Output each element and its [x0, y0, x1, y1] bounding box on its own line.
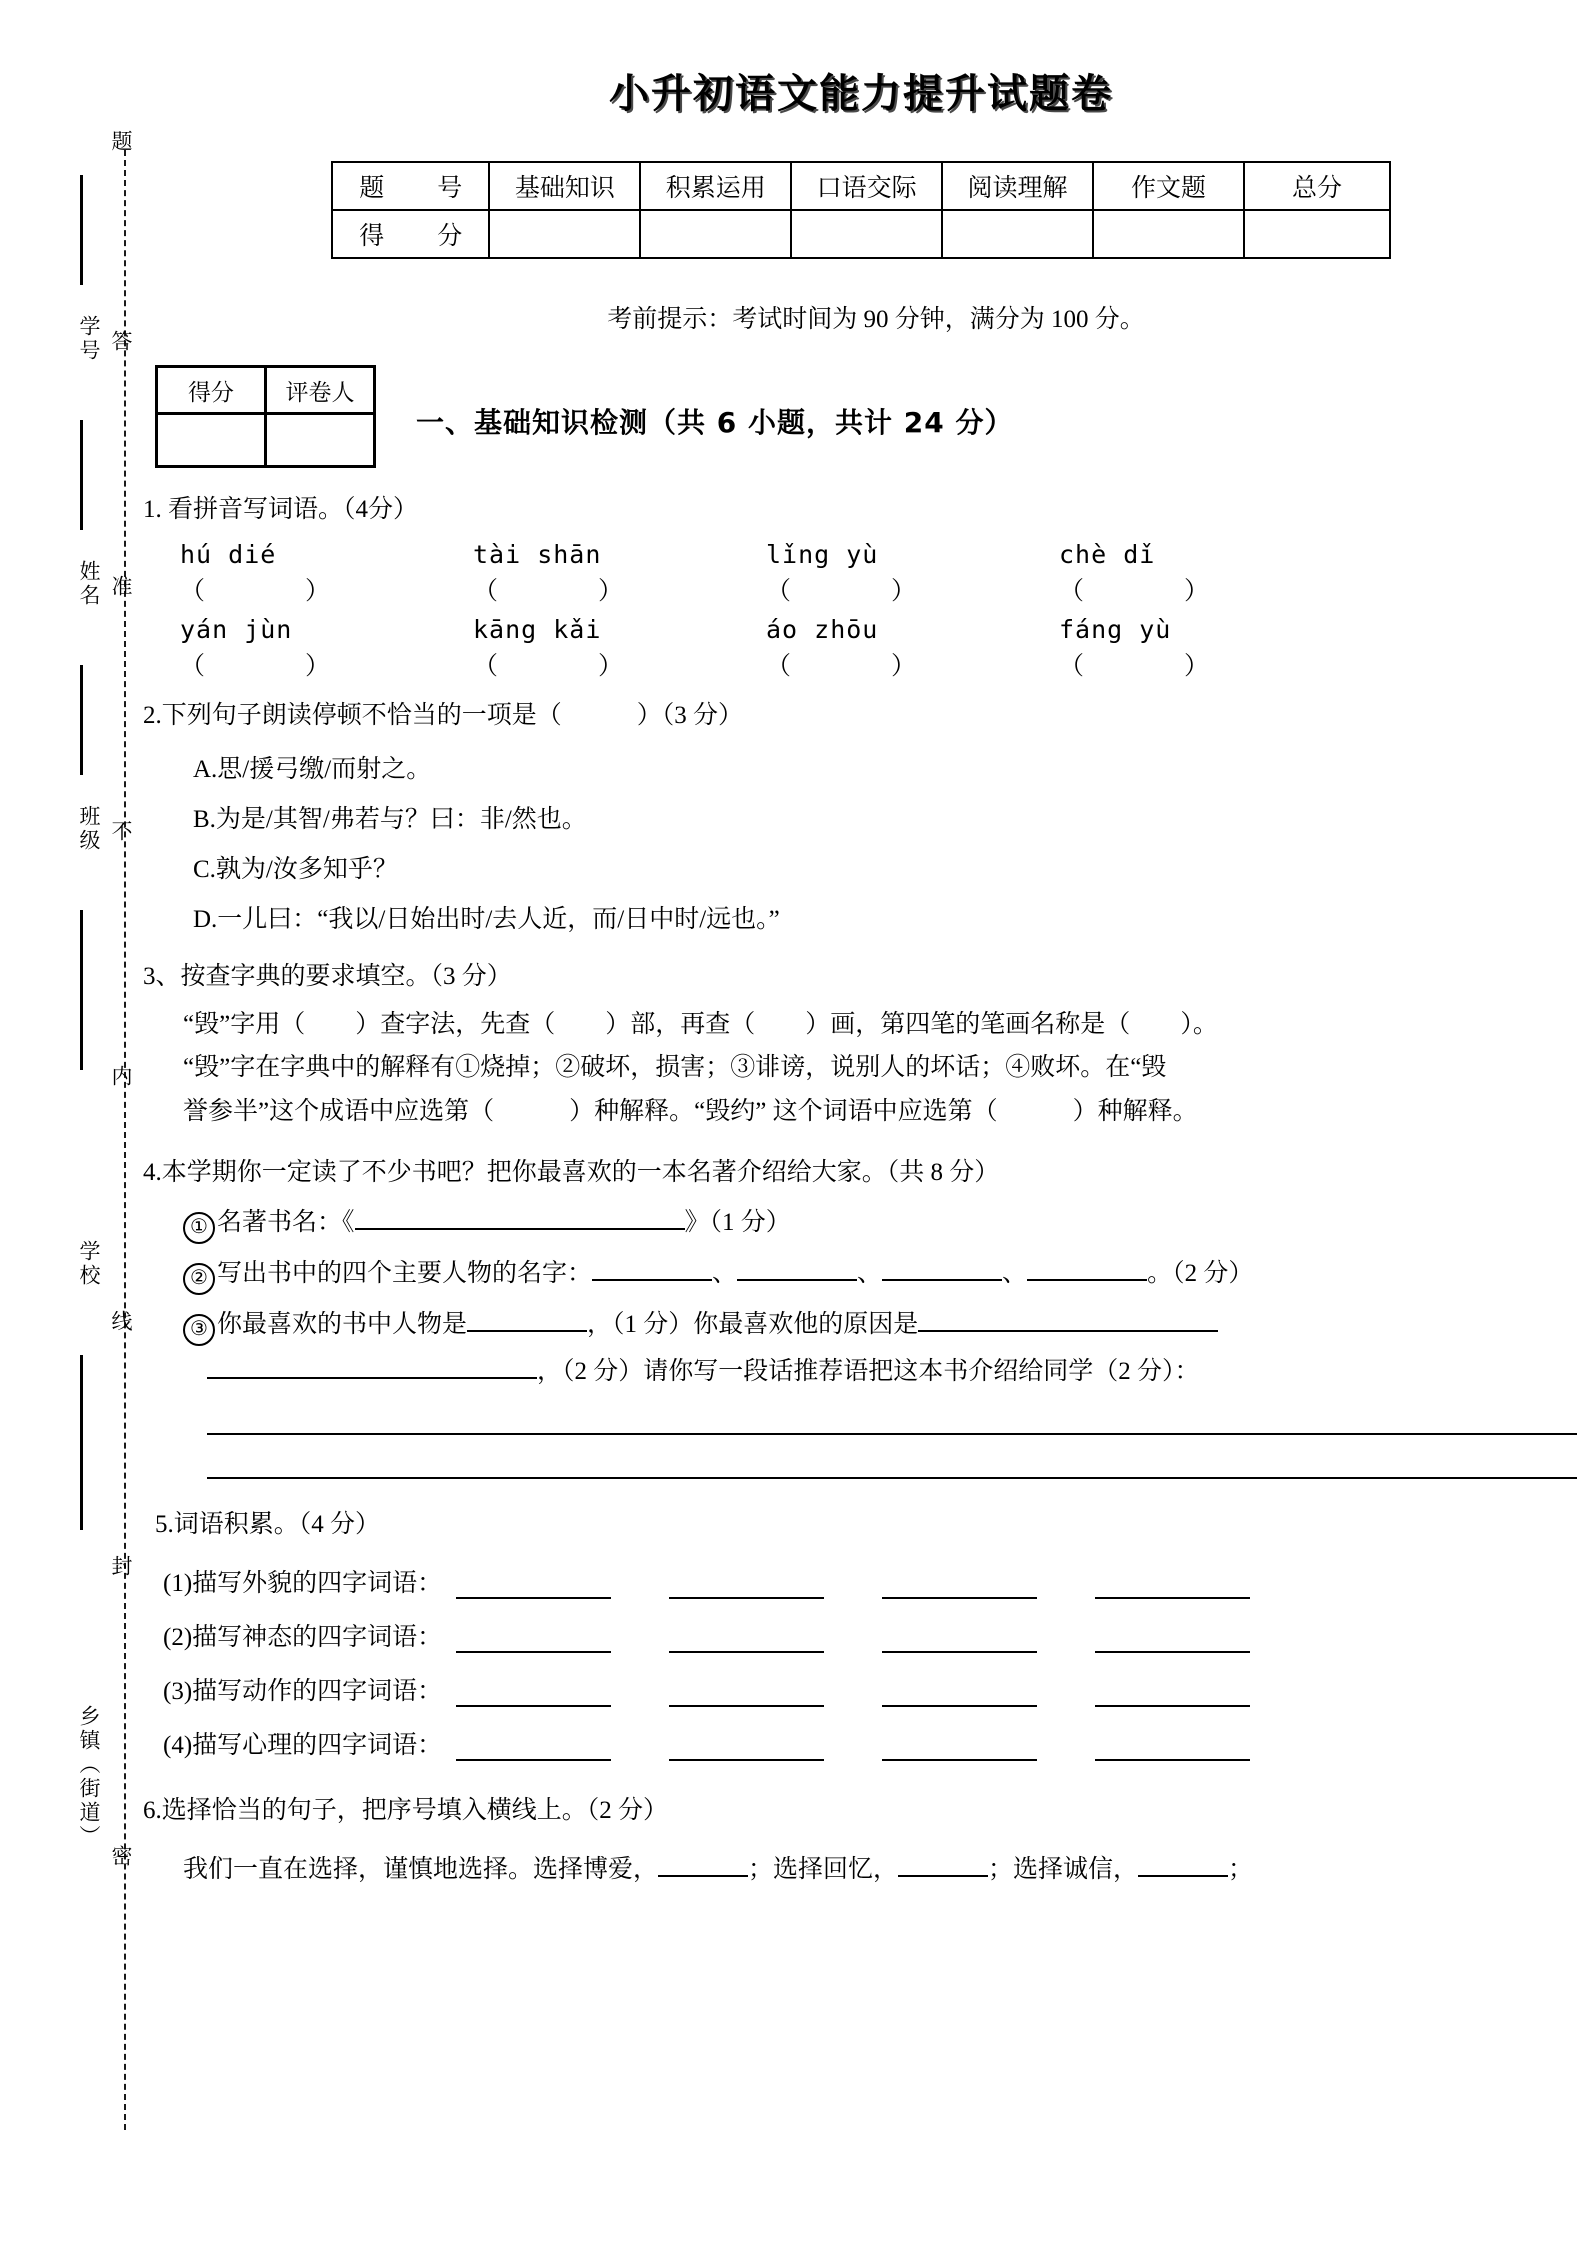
- pinyin-row-1: [180, 540, 1587, 569]
- q3-blank-5[interactable]: [494, 1098, 569, 1125]
- binding-char-feng: 封: [109, 1555, 133, 1579]
- question-6-stem: 6.选择恰当的句子，把序号填入横线上。（2 分）: [143, 1796, 669, 1824]
- pinyin-kang-kai: kāng kǎi: [473, 614, 602, 644]
- q6-blank-2[interactable]: [898, 1875, 988, 1877]
- binding-rule: [80, 910, 83, 1070]
- question-3-stem: 3、按查字典的要求填空。（3 分）: [143, 963, 512, 990]
- q4-i1-b: 》（1 分）: [684, 1208, 791, 1236]
- answer-blank-5[interactable]: （ ）: [180, 652, 331, 680]
- q5-blank-2-2[interactable]: [669, 1627, 824, 1653]
- q6-blank-3[interactable]: [1138, 1875, 1228, 1877]
- q6-text-b: ；选择回忆，: [748, 1856, 899, 1883]
- score-table-col-jichu: 基础知识: [489, 162, 640, 210]
- q4-i2-end: 。（2 分）: [1147, 1259, 1254, 1287]
- q3-l1-c: ）部，再查（: [605, 1010, 756, 1038]
- question-3-line-1: [135, 1005, 1587, 1045]
- q3-blank-4[interactable]: [1130, 1011, 1180, 1038]
- q5-label-psychology: (4)描写心理的四字词语：: [163, 1731, 443, 1759]
- answer-blank-7[interactable]: （ ）: [766, 652, 917, 680]
- q5-label-appearance: (1)描写外貌的四字词语：: [163, 1569, 443, 1597]
- question-4-item-3: [135, 1305, 1587, 1346]
- question-2-option-c[interactable]: C.孰为/汝多知乎？: [193, 856, 398, 883]
- q4-sep-1: 、: [712, 1259, 738, 1287]
- binding-margin: [0, 0, 135, 2245]
- pinyin-row-2: [180, 615, 1587, 644]
- score-cell-jichu[interactable]: [489, 210, 640, 258]
- q5-label-action: (3)描写动作的四字词语：: [163, 1677, 443, 1705]
- q4-sep-2: 、: [857, 1259, 883, 1287]
- binding-char-xian: 线: [109, 1310, 133, 1334]
- score-table-col-kouyu: 口语交际: [791, 162, 942, 210]
- q3-l3-b: ）种解释。“毁约” 这个词语中应选第（: [569, 1097, 998, 1125]
- table-row-header: [332, 162, 1390, 210]
- question-4-item-1: [135, 1203, 1587, 1244]
- exam-hint: 考前提示：考试时间为 90 分钟，满分为 100 分。: [607, 306, 1145, 333]
- q5-blank-4-4[interactable]: [1095, 1735, 1250, 1761]
- q5-blank-1-4[interactable]: [1095, 1573, 1250, 1599]
- binding-char-mi: 密: [109, 1845, 133, 1869]
- answer-paren-row-2: [180, 646, 1587, 682]
- q3-l3-c: ）种解释。: [1072, 1097, 1198, 1125]
- q5-blank-2-3[interactable]: [882, 1627, 1037, 1653]
- circled-number-2: ②: [183, 1263, 215, 1295]
- q4-i3-c: ，（2 分）请你写一段话推荐语把这本书介绍给同学（2 分）：: [537, 1357, 1200, 1385]
- q3-blank-3[interactable]: [755, 1011, 805, 1038]
- table-row-scores: [332, 210, 1390, 258]
- grader-marker-value[interactable]: [266, 414, 375, 467]
- question-2-option-a[interactable]: A.思/援弓缴/而射之。: [193, 756, 432, 783]
- q4-character-blank-4[interactable]: [1027, 1279, 1147, 1281]
- q5-slots-1: [456, 1573, 1587, 1599]
- q3-blank-2[interactable]: [555, 1011, 605, 1038]
- binding-char-nei: 内: [109, 1065, 133, 1089]
- score-table-col-total: 总分: [1244, 162, 1390, 210]
- q3-blank-6[interactable]: [998, 1098, 1073, 1125]
- q3-l1-a: “毁”字用（: [183, 1010, 306, 1038]
- question-5-stem: 5.词语积累。（4 分）: [155, 1511, 381, 1538]
- binding-rule: [80, 175, 83, 285]
- binding-rule: [80, 420, 83, 530]
- binding-char-da: 答: [109, 330, 133, 354]
- q4-i3-a: 你最喜欢的书中人物是: [217, 1310, 468, 1338]
- question-5-row-1: [135, 1563, 1587, 1599]
- question-3-line-2: “毁”字在字典中的解释有①烧掉；②破坏，损害；③诽谤，说别人的坏话；④败坏。在“毁: [183, 1054, 1167, 1081]
- question-5-row-2: [135, 1617, 1587, 1653]
- q5-blank-3-1[interactable]: [456, 1681, 611, 1707]
- binding-label-xuehao: 学号: [77, 315, 101, 363]
- answer-paren-row-1: [180, 571, 1587, 607]
- question-4-item-3-cont: [135, 1352, 1587, 1392]
- section1-header-row: [135, 365, 1587, 468]
- q4-book-title-blank[interactable]: [355, 1228, 685, 1230]
- q5-blank-4-3[interactable]: [882, 1735, 1037, 1761]
- question-2-stem: 2.下列句子朗读停顿不恰当的一项是（ ）（3 分）: [143, 701, 744, 729]
- q4-i2-a: 写出书中的四个主要人物的名字：: [217, 1259, 593, 1287]
- question-5-row-3: [135, 1671, 1587, 1707]
- q4-reason-blank[interactable]: [918, 1330, 1218, 1332]
- pinyin-ling-yu: lǐng yù: [766, 539, 879, 569]
- question-4-stem: 4.本学期你一定读了不少书吧？把你最喜欢的一本名著介绍给大家。（共 8 分）: [143, 1159, 1000, 1186]
- question-1-pinyin-grid: [135, 540, 1587, 682]
- q5-slots-3: [456, 1681, 1587, 1707]
- binding-label-xingming: 姓名: [77, 560, 101, 608]
- grader-marker-label: 评卷人: [266, 367, 375, 414]
- question-2-option-d[interactable]: D.一儿曰：“我以/日始出时/去人近，而/日中时/远也。”: [193, 906, 780, 933]
- pinyin-ao-zhou: áo zhōu: [766, 614, 879, 644]
- score-table-col-jilei: 积累运用: [640, 162, 791, 210]
- binding-label-xuexiao: 学校: [77, 1240, 101, 1288]
- score-table-col-yuedu: 阅读理解: [942, 162, 1093, 210]
- q6-text-d: ；: [1228, 1856, 1254, 1883]
- pinyin-che-di: chè dǐ: [1059, 539, 1156, 569]
- exam-content: [135, 0, 1587, 2245]
- score-summary-table: [135, 161, 1587, 259]
- section1-title: 一、基础知识检测（共 6 小题，共计 24 分）: [416, 406, 1014, 439]
- q5-blank-4-2[interactable]: [669, 1735, 824, 1761]
- pinyin-yan-jun: yán jùn: [180, 614, 293, 644]
- circled-number-1: ①: [183, 1212, 215, 1244]
- answer-blank-3[interactable]: （ ）: [766, 577, 917, 605]
- q5-blank-3-2[interactable]: [669, 1681, 824, 1707]
- question-4-item-2: [135, 1254, 1587, 1295]
- q5-blank-2-1[interactable]: [456, 1627, 611, 1653]
- score-table-col-zuowen: 作文题: [1093, 162, 1244, 210]
- question-6-body: [135, 1850, 1587, 1890]
- question-3-line-3: [135, 1092, 1587, 1132]
- q4-character-blank-2[interactable]: [737, 1279, 857, 1281]
- question-1-stem: 1. 看拼音写词语。（4分）: [143, 496, 419, 523]
- table-row: [157, 367, 375, 414]
- q6-text-a: 我们一直在选择，谨慎地选择。选择博爱，: [183, 1856, 659, 1883]
- answer-blank-4[interactable]: （ ）: [1059, 577, 1210, 605]
- q4-favorite-character-blank[interactable]: [467, 1330, 587, 1332]
- binding-rule: [80, 1355, 83, 1530]
- score-cell-total[interactable]: [1244, 210, 1390, 258]
- answer-blank-2[interactable]: （ ）: [473, 577, 624, 605]
- binding-outer-column: [60, 0, 106, 2245]
- score-table-row-label-score: 得 分: [332, 210, 489, 258]
- question-5-row-4: [135, 1725, 1587, 1761]
- table-row: [157, 414, 375, 467]
- q4-recommend-line-1[interactable]: [207, 1391, 1577, 1435]
- q6-blank-1[interactable]: [658, 1875, 748, 1877]
- q6-text-c: ；选择诚信，: [988, 1856, 1139, 1883]
- pinyin-fang-yu: fáng yù: [1059, 614, 1172, 644]
- binding-rule: [80, 665, 83, 775]
- q3-l1-d: ）画，第四笔的笔画名称是（: [805, 1010, 1131, 1038]
- answer-blank-1[interactable]: （ ）: [180, 577, 331, 605]
- q4-sep-3: 、: [1002, 1259, 1028, 1287]
- circled-number-3: ③: [183, 1314, 215, 1346]
- q5-blank-3-4[interactable]: [1095, 1681, 1250, 1707]
- q5-blank-1-1[interactable]: [456, 1573, 611, 1599]
- q4-i3-b: ，（1 分）你最喜欢他的原因是: [587, 1310, 919, 1338]
- q4-reason-blank-cont[interactable]: [207, 1377, 537, 1379]
- binding-label-xiangzhen: 乡镇（街道）: [77, 1705, 101, 1849]
- score-cell-jilei[interactable]: [640, 210, 791, 258]
- q5-slots-4: [456, 1735, 1587, 1761]
- q4-i1-a: 名著书名：《: [217, 1208, 355, 1236]
- score-cell-yuedu[interactable]: [942, 210, 1093, 258]
- q4-character-blank-3[interactable]: [882, 1279, 1002, 1281]
- pinyin-hu-die: hú dié: [180, 539, 277, 569]
- answer-blank-8[interactable]: （ ）: [1059, 652, 1210, 680]
- binding-char-zhun: 准: [109, 575, 133, 599]
- binding-label-banji: 班级: [77, 805, 101, 853]
- grader-score-label: 得分: [157, 367, 266, 414]
- q5-blank-2-4[interactable]: [1095, 1627, 1250, 1653]
- grader-box: [155, 365, 376, 468]
- score-cell-zuowen[interactable]: [1093, 210, 1244, 258]
- binding-char-ti: 题: [109, 130, 133, 154]
- q5-label-expression: (2)描写神态的四字词语：: [163, 1623, 443, 1651]
- q4-recommend-line-2[interactable]: [207, 1435, 1577, 1479]
- q3-blank-1[interactable]: [305, 1011, 355, 1038]
- q5-slots-2: [456, 1627, 1587, 1653]
- score-table-row-label-number: 题 号: [332, 162, 489, 210]
- q4-character-blank-1[interactable]: [592, 1279, 712, 1281]
- question-2-option-b[interactable]: B.为是/其智/弗若与？曰：非/然也。: [193, 806, 587, 833]
- q3-l1-b: ）查字法，先查（: [355, 1010, 556, 1038]
- binding-char-bu: 不: [109, 820, 133, 844]
- score-cell-kouyu[interactable]: [791, 210, 942, 258]
- pinyin-tai-shan: tài shān: [473, 539, 602, 569]
- q3-l3-a: 誉参半”这个成语中应选第（: [183, 1097, 495, 1125]
- q5-blank-4-1[interactable]: [456, 1735, 611, 1761]
- page-title: 小升初语文能力提升试题卷: [609, 71, 1113, 117]
- q5-blank-1-2[interactable]: [669, 1573, 824, 1599]
- q5-blank-1-3[interactable]: [882, 1573, 1037, 1599]
- grader-score-value[interactable]: [157, 414, 266, 467]
- q3-l1-e: ）。: [1180, 1010, 1218, 1038]
- q5-blank-3-3[interactable]: [882, 1681, 1037, 1707]
- answer-blank-6[interactable]: （ ）: [473, 652, 624, 680]
